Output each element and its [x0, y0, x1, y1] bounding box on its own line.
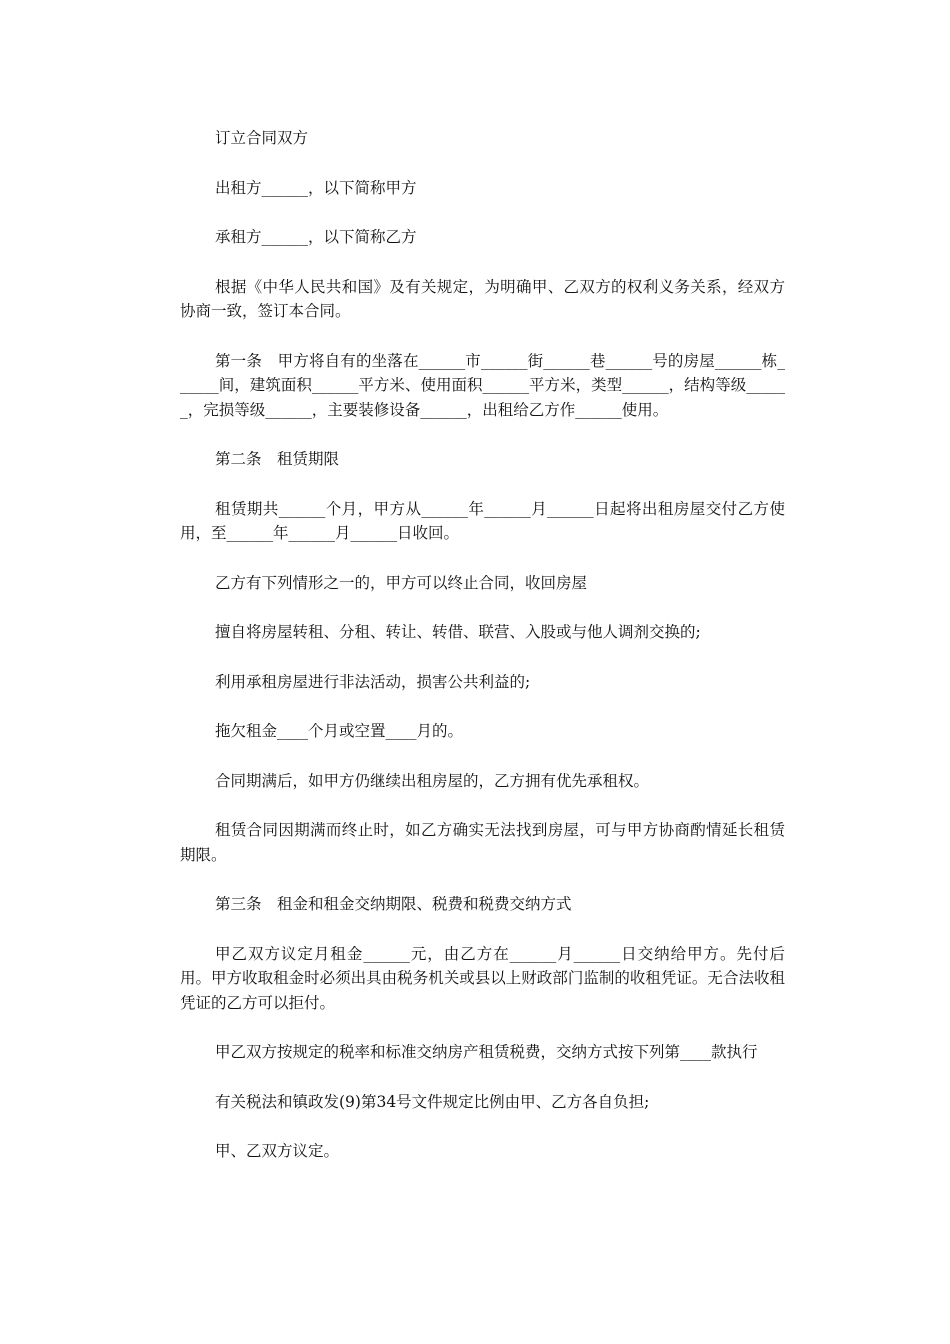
termination-condition-1: 擅自将房屋转租、分租、转让、转借、联营、入股或与他人调剂交换的; — [215, 623, 701, 641]
termination-conditions-intro: 乙方有下列情形之一的，甲方可以终止合同，收回房屋 — [215, 573, 588, 592]
article-1-paragraph: 第一条 甲方将自有的坐落在______市______街______巷______号的房屋______栋______间，建筑面积______平方米、使用面积______平方米，类型______，结构等级______，完损等级______，主要装修设备______，出租给乙方作______使用。 — [180, 351, 785, 419]
lease-term-paragraph: 租赁期共______个月，甲方从______年______月______日起将出租房屋交付乙方使用，至______年______月______日收回。 — [180, 499, 785, 542]
renewal-priority-paragraph: 合同期满后，如甲方仍继续出租房屋的，乙方拥有优先承租权。 — [215, 771, 650, 790]
lessee-line: 承租方______，以下简称乙方 — [215, 228, 417, 246]
preamble-paragraph: 根据《中华人民共和国》及有关规定，为明确甲、乙双方的权利义务关系，经双方协商一致，签订本合同。 — [180, 277, 785, 320]
article-3-heading: 第三条 租金和租金交纳期限、税费和税费交纳方式 — [215, 895, 572, 913]
termination-condition-3: 拖欠租金____个月或空置____月的。 — [215, 722, 464, 740]
document-body — [180, 126, 785, 1189]
article-2-heading: 第二条 租赁期限 — [215, 450, 340, 468]
extension-paragraph: 租赁合同因期满而终止时，如乙方确实无法找到房屋，可与甲方协商酌情延长租赁期限。 — [180, 821, 785, 864]
tax-option-1: 有关税法和镇政发(9)第34号文件规定比例由甲、乙方各自负担; — [215, 1092, 650, 1111]
tax-payment-paragraph: 甲乙双方按规定的税率和标准交纳房产租赁税费，交纳方式按下列第____款执行 — [215, 1043, 758, 1061]
rent-payment-paragraph: 甲乙双方议定月租金______元，由乙方在______月______日交纳给甲方。先付后用。甲方收取租金时必须出具由税务机关或县以上财政部门监制的收租凭证。无合法收租凭证的乙方可以拒付。 — [180, 944, 785, 1012]
parties-heading: 订立合同双方 — [215, 129, 309, 147]
tax-option-2: 甲、乙双方议定。 — [215, 1142, 340, 1160]
lessor-line: 出租方______，以下简称甲方 — [215, 178, 417, 197]
termination-condition-2: 利用承租房屋进行非法活动，损害公共利益的; — [215, 672, 531, 691]
